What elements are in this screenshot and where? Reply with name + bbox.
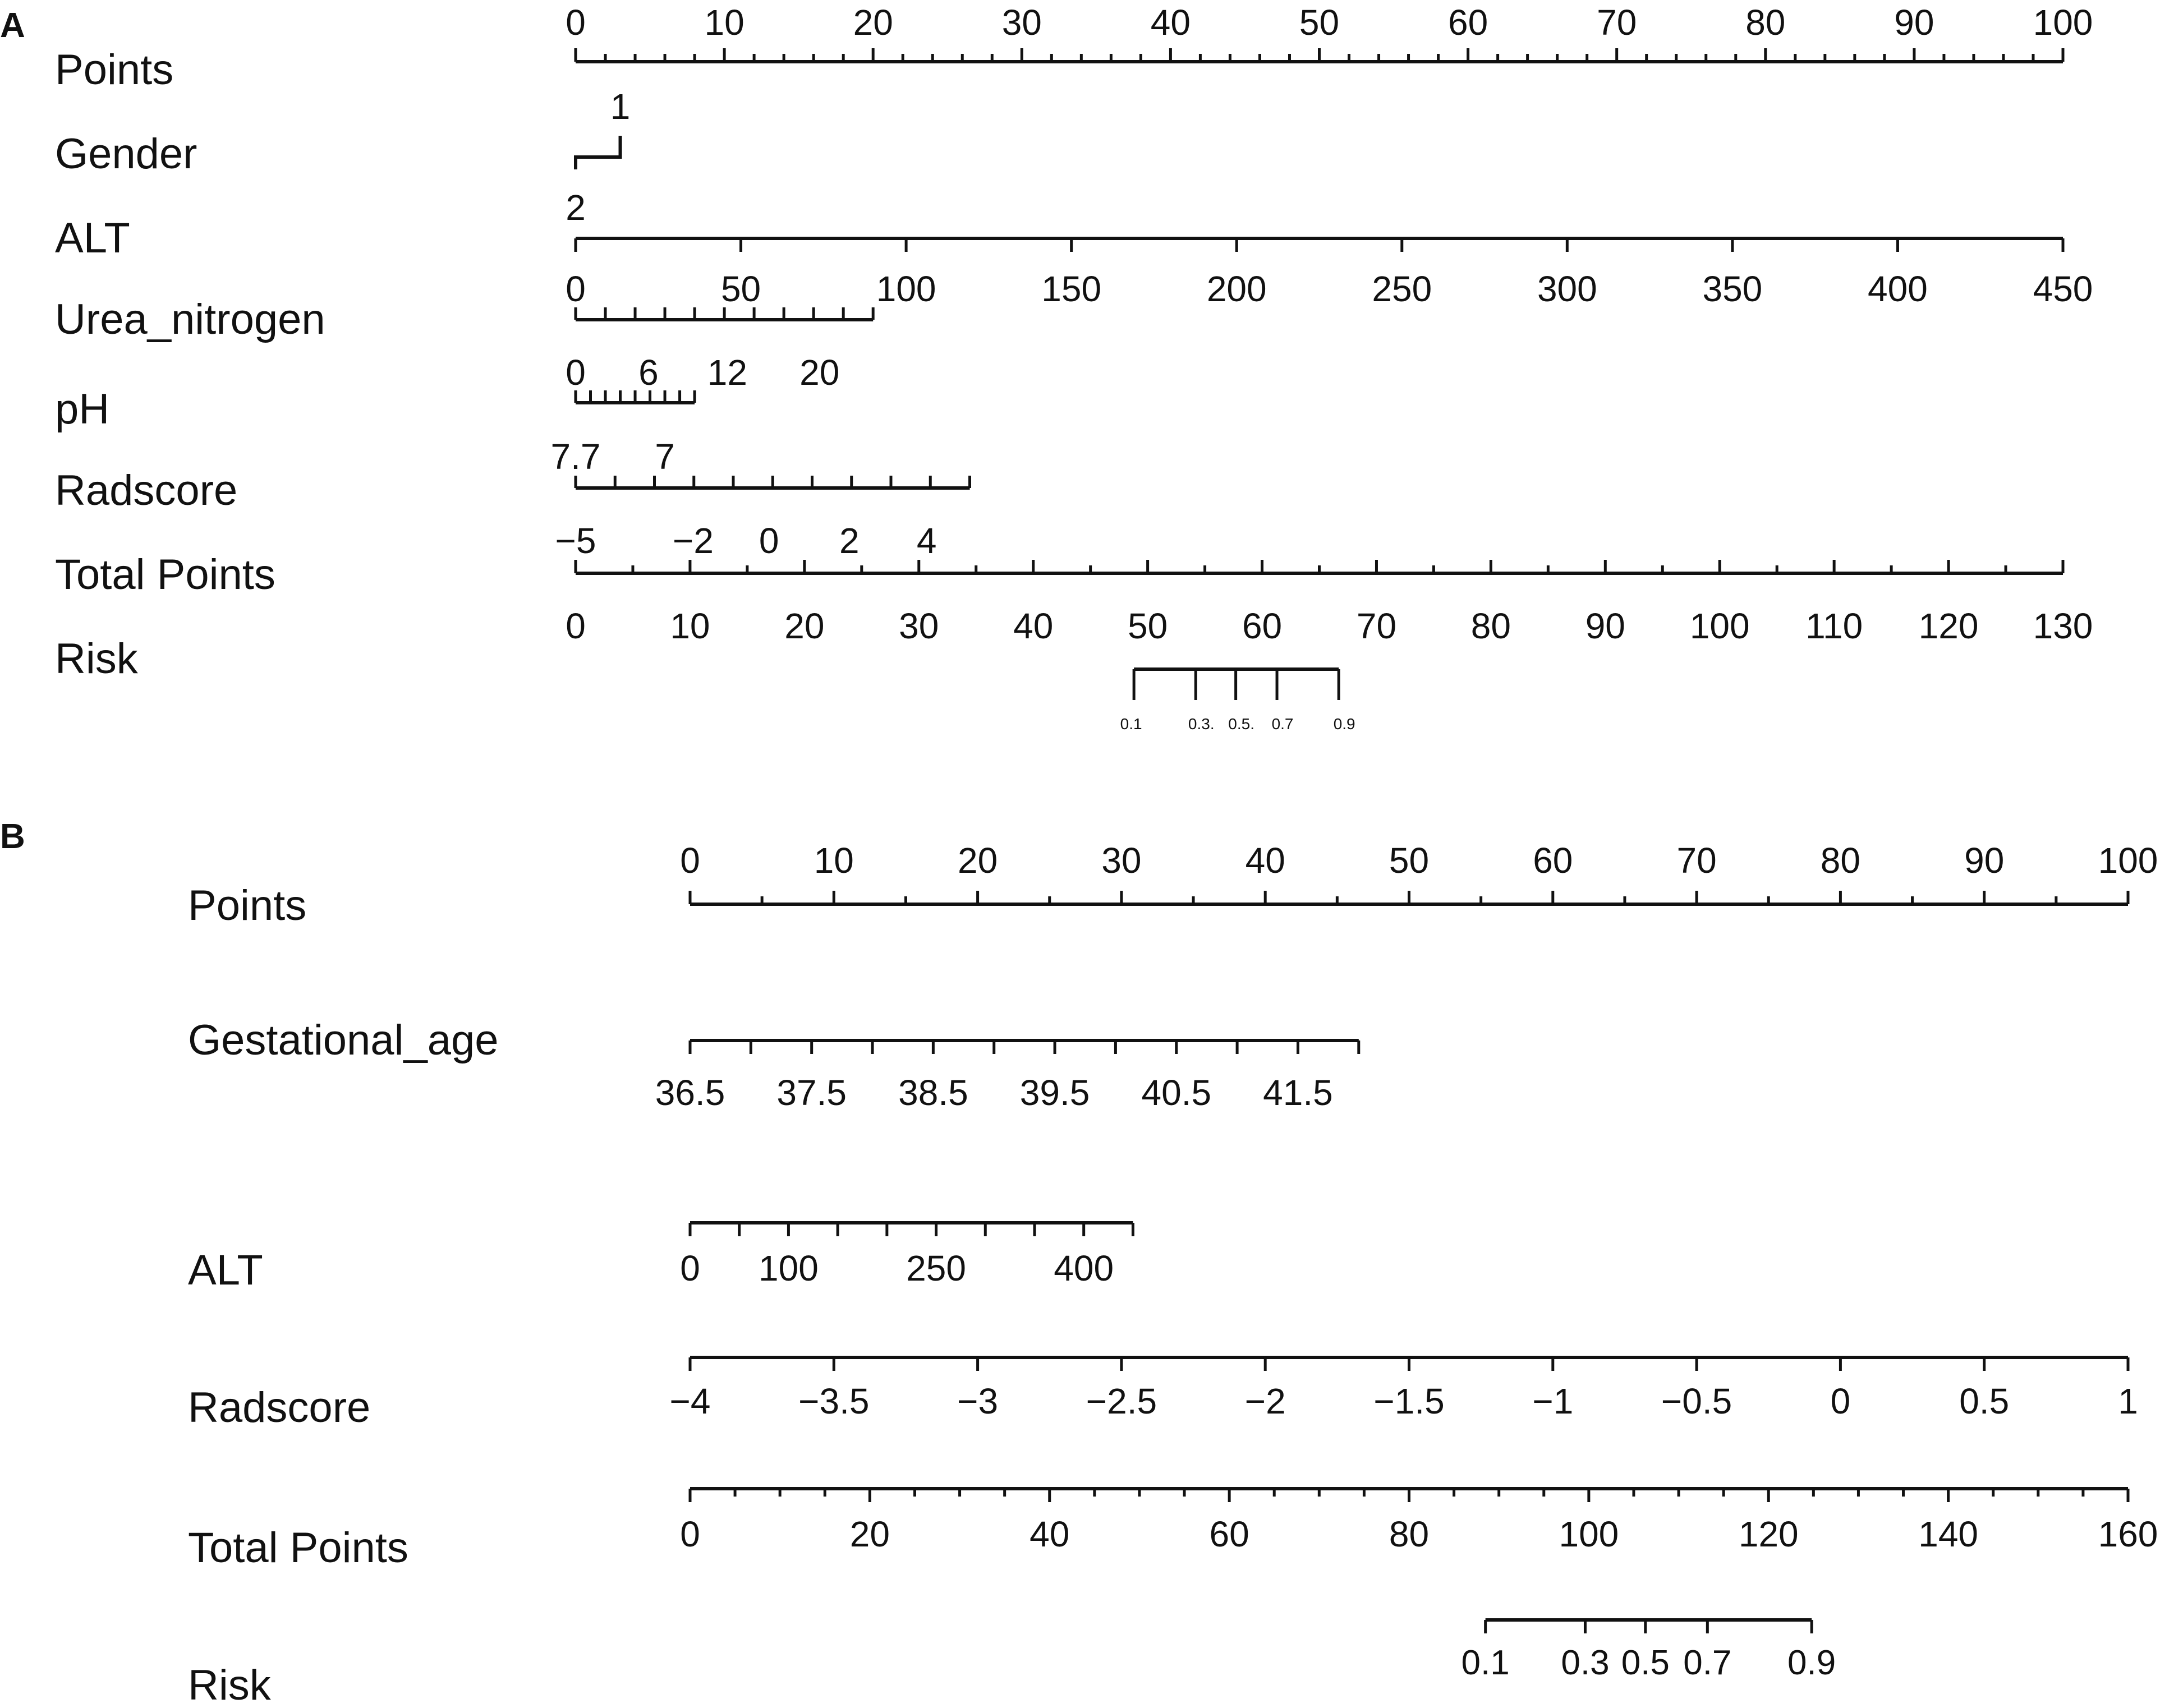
panel-b-total-points-axis-tick-label: 20 [849,1514,890,1554]
panel-a-label-gender: Gender [55,130,197,178]
panel-b-total-points-axis-tick-label: 80 [1389,1514,1430,1554]
panel-b-radscore-axis-tick-label: −3 [957,1381,999,1421]
panel-a-label-ph: pH [55,385,110,433]
panel-b-total-points-axis-tick-label: 0 [680,1514,700,1554]
panel-a-radscore-axis-tick-label: 2 [839,521,860,561]
panel-a-alt-axis-tick-label: 150 [1041,269,1102,309]
panel-a-risk-axis-tick-label: 0.5. [1228,715,1254,733]
panel-a-radscore-axis-tick-label: −2 [672,521,714,561]
panel-b-alt-axis-tick-label: 400 [1054,1248,1114,1288]
panel-b-label-radscore: Radscore [188,1384,371,1431]
panel-a-total-points-axis-tick-label: 60 [1242,606,1283,646]
panel-a-ph-axis-tick-label: 7 [655,436,675,477]
panel-a-total-points-axis-tick-label: 20 [784,606,825,646]
panel-a-total-points-axis-tick-label: 40 [1013,606,1054,646]
panel-b-points-axis-tick-label: 80 [1820,840,1860,881]
panel-b-points-axis-tick-label: 50 [1389,840,1430,881]
panel-a-label-total-points: Total Points [55,551,275,599]
panel-a-points-axis-tick-label: 30 [1001,2,1042,43]
panel-a-urea-axis-tick-label: 6 [638,352,659,393]
panel-a-label-points: Points [55,46,174,94]
panel-a-total-points-axis-tick-label: 80 [1470,606,1511,646]
panel-a-alt-axis-tick-label: 200 [1206,269,1267,309]
panel-b-total-points-axis-tick-label: 120 [1738,1514,1799,1554]
panel-b-alt-axis-tick-label: 100 [759,1248,819,1288]
panel-a-alt-axis-tick-label: 250 [1372,269,1432,309]
panel-b-points-axis-tick-label: 20 [958,840,998,881]
panel-b-radscore-axis-tick-label: −1 [1532,1381,1574,1421]
panel-a-points-axis-tick-label: 80 [1745,2,1786,43]
panel-a-risk-axis-tick-label: 0.9 [1333,715,1355,733]
panel-a-alt-axis-tick-label: 50 [720,269,761,309]
panel-b-radscore-axis-tick-label: −0.5 [1661,1381,1732,1421]
panel-b-radscore-axis-tick-label: 0.5 [1959,1381,2010,1421]
panel-a-label-risk: Risk [55,635,138,683]
panel-b-label-points: Points [188,882,307,929]
panel-a-gender-bracket [576,136,621,169]
panel-b-points-axis-tick-label: 100 [2098,840,2158,881]
panel-b-total-points-axis-tick-label: 100 [1559,1514,1619,1554]
panel-a-total-points-axis-tick-label: 90 [1585,606,1625,646]
panel-b-alt-axis-tick-label: 250 [906,1248,966,1288]
panel-b-total-points-axis-tick-label: 60 [1209,1514,1249,1554]
panel-b-points-axis-tick-label: 40 [1245,840,1285,881]
panel-a-total-points-axis-tick-label: 30 [899,606,939,646]
panel-a-total-points-axis-tick-label: 130 [2033,606,2093,646]
panel-b-radscore-axis-tick-label: −4 [669,1381,711,1421]
panel-b-alt-axis-tick-label: 0 [680,1248,700,1288]
panel-b-risk-axis-tick-label: 0.9 [1787,1643,1836,1682]
panel-a-total-points-axis-tick-label: 70 [1356,606,1397,646]
nomogram-axes [551,2,2158,1682]
panel-a-gender-category-label: 1 [610,86,631,127]
panel-a-alt-axis-tick-label: 100 [876,269,936,309]
panel-a-gender-category-label: 2 [566,187,586,228]
panel-a-risk-axis-tick-label: 0.7 [1271,715,1294,733]
panel-a-letter: A [0,6,25,45]
panel-a-points-axis-tick-label: 20 [853,2,893,43]
panel-b-gestational-age-axis-tick-label: 41.5 [1263,1072,1333,1113]
panel-a-points-axis-tick-label: 70 [1597,2,1637,43]
panel-a-total-points-axis-tick-label: 50 [1128,606,1168,646]
panel-b-total-points-axis-tick-label: 40 [1030,1514,1070,1554]
panel-b-gestational-age-axis-tick-label: 38.5 [898,1072,968,1113]
panel-a-total-points-axis-tick-label: 10 [670,606,710,646]
panel-a-urea-axis-tick-label: 0 [566,352,586,393]
panel-b-radscore-axis-tick-label: −2 [1244,1381,1286,1421]
panel-b-label-gestational-age: Gestational_age [188,1016,499,1064]
panel-a-total-points-axis-tick-label: 110 [1805,606,1863,646]
panel-a-alt-axis-tick-label: 450 [2033,269,2093,309]
panel-b-risk-axis-tick-label: 0.7 [1683,1643,1732,1682]
panel-b-total-points-axis-tick-label: 160 [2098,1514,2158,1554]
panel-a-alt-axis-tick-label: 400 [1868,269,1928,309]
panel-a-alt-axis-tick-label: 350 [1702,269,1763,309]
panel-a-risk-axis-tick-label: 0.1 [1120,715,1142,733]
panel-a-total-points-axis-tick-label: 100 [1689,606,1750,646]
panel-a-points-axis-tick-label: 50 [1299,2,1340,43]
panel-b-radscore-axis-tick-label: −1.5 [1373,1381,1445,1421]
panel-a-points-axis-tick-label: 100 [2033,2,2093,43]
panel-b-letter: B [0,817,25,856]
panel-b-points-axis-tick-label: 60 [1533,840,1573,881]
panel-a-label-urea-nitrogen: Urea_nitrogen [55,296,325,343]
panel-b-label-total-points: Total Points [188,1524,408,1572]
panel-b-label-risk: Risk [188,1661,271,1708]
panel-a-alt-axis-tick-label: 0 [566,269,586,309]
panel-b-gestational-age-axis-tick-label: 37.5 [776,1072,847,1113]
panel-a-total-points-axis-tick-label: 120 [1918,606,1979,646]
panel-a-radscore-axis-tick-label: 4 [916,521,937,561]
panel-a-points-axis-tick-label: 0 [566,2,586,43]
panel-a-points-axis-tick-label: 40 [1150,2,1191,43]
panel-b-gestational-age-axis-tick-label: 36.5 [655,1072,725,1113]
panel-a-label-alt: ALT [55,214,130,262]
panel-a-label-radscore: Radscore [55,467,238,514]
panel-b-points-axis-tick-label: 70 [1676,840,1717,881]
panel-a-points-axis-tick-label: 60 [1448,2,1488,43]
panel-b-radscore-axis-tick-label: −2.5 [1086,1381,1157,1421]
panel-b-points-axis-tick-label: 30 [1101,840,1142,881]
panel-b-risk-axis-tick-label: 0.3 [1561,1643,1610,1682]
panel-b-radscore-axis-tick-label: −3.5 [798,1381,870,1421]
panel-a-alt-axis-tick-label: 300 [1537,269,1597,309]
panel-a-ph-axis-tick-label: 7.7 [550,436,601,477]
panel-a-points-axis-tick-label: 10 [704,2,744,43]
panel-b-risk-axis-tick-label: 0.1 [1461,1643,1510,1682]
panel-a-points-axis-tick-label: 90 [1894,2,1934,43]
panel-b-radscore-axis-tick-label: 1 [2118,1381,2138,1421]
panel-b-points-axis-tick-label: 10 [814,840,854,881]
panel-a-urea-axis-tick-label: 12 [707,352,747,393]
panel-b-label-alt: ALT [188,1246,263,1294]
panel-a-risk-axis-tick-label: 0.3. [1188,715,1215,733]
panel-b-gestational-age-axis-tick-label: 40.5 [1141,1072,1212,1113]
panel-b-points-axis-tick-label: 0 [680,840,700,881]
panel-b-points-axis-tick-label: 90 [1964,840,2005,881]
panel-a-radscore-axis-tick-label: 0 [759,521,779,561]
panel-b-gestational-age-axis-tick-label: 39.5 [1019,1072,1090,1113]
panel-a-urea-axis-tick-label: 20 [799,352,840,393]
panel-a-radscore-axis-tick-label: −5 [555,521,596,561]
panel-b-radscore-axis-tick-label: 0 [1830,1381,1851,1421]
panel-a-total-points-axis-tick-label: 0 [566,606,586,646]
panel-b-risk-axis-tick-label: 0.5 [1621,1643,1670,1682]
panel-b-total-points-axis-tick-label: 140 [1918,1514,1979,1554]
